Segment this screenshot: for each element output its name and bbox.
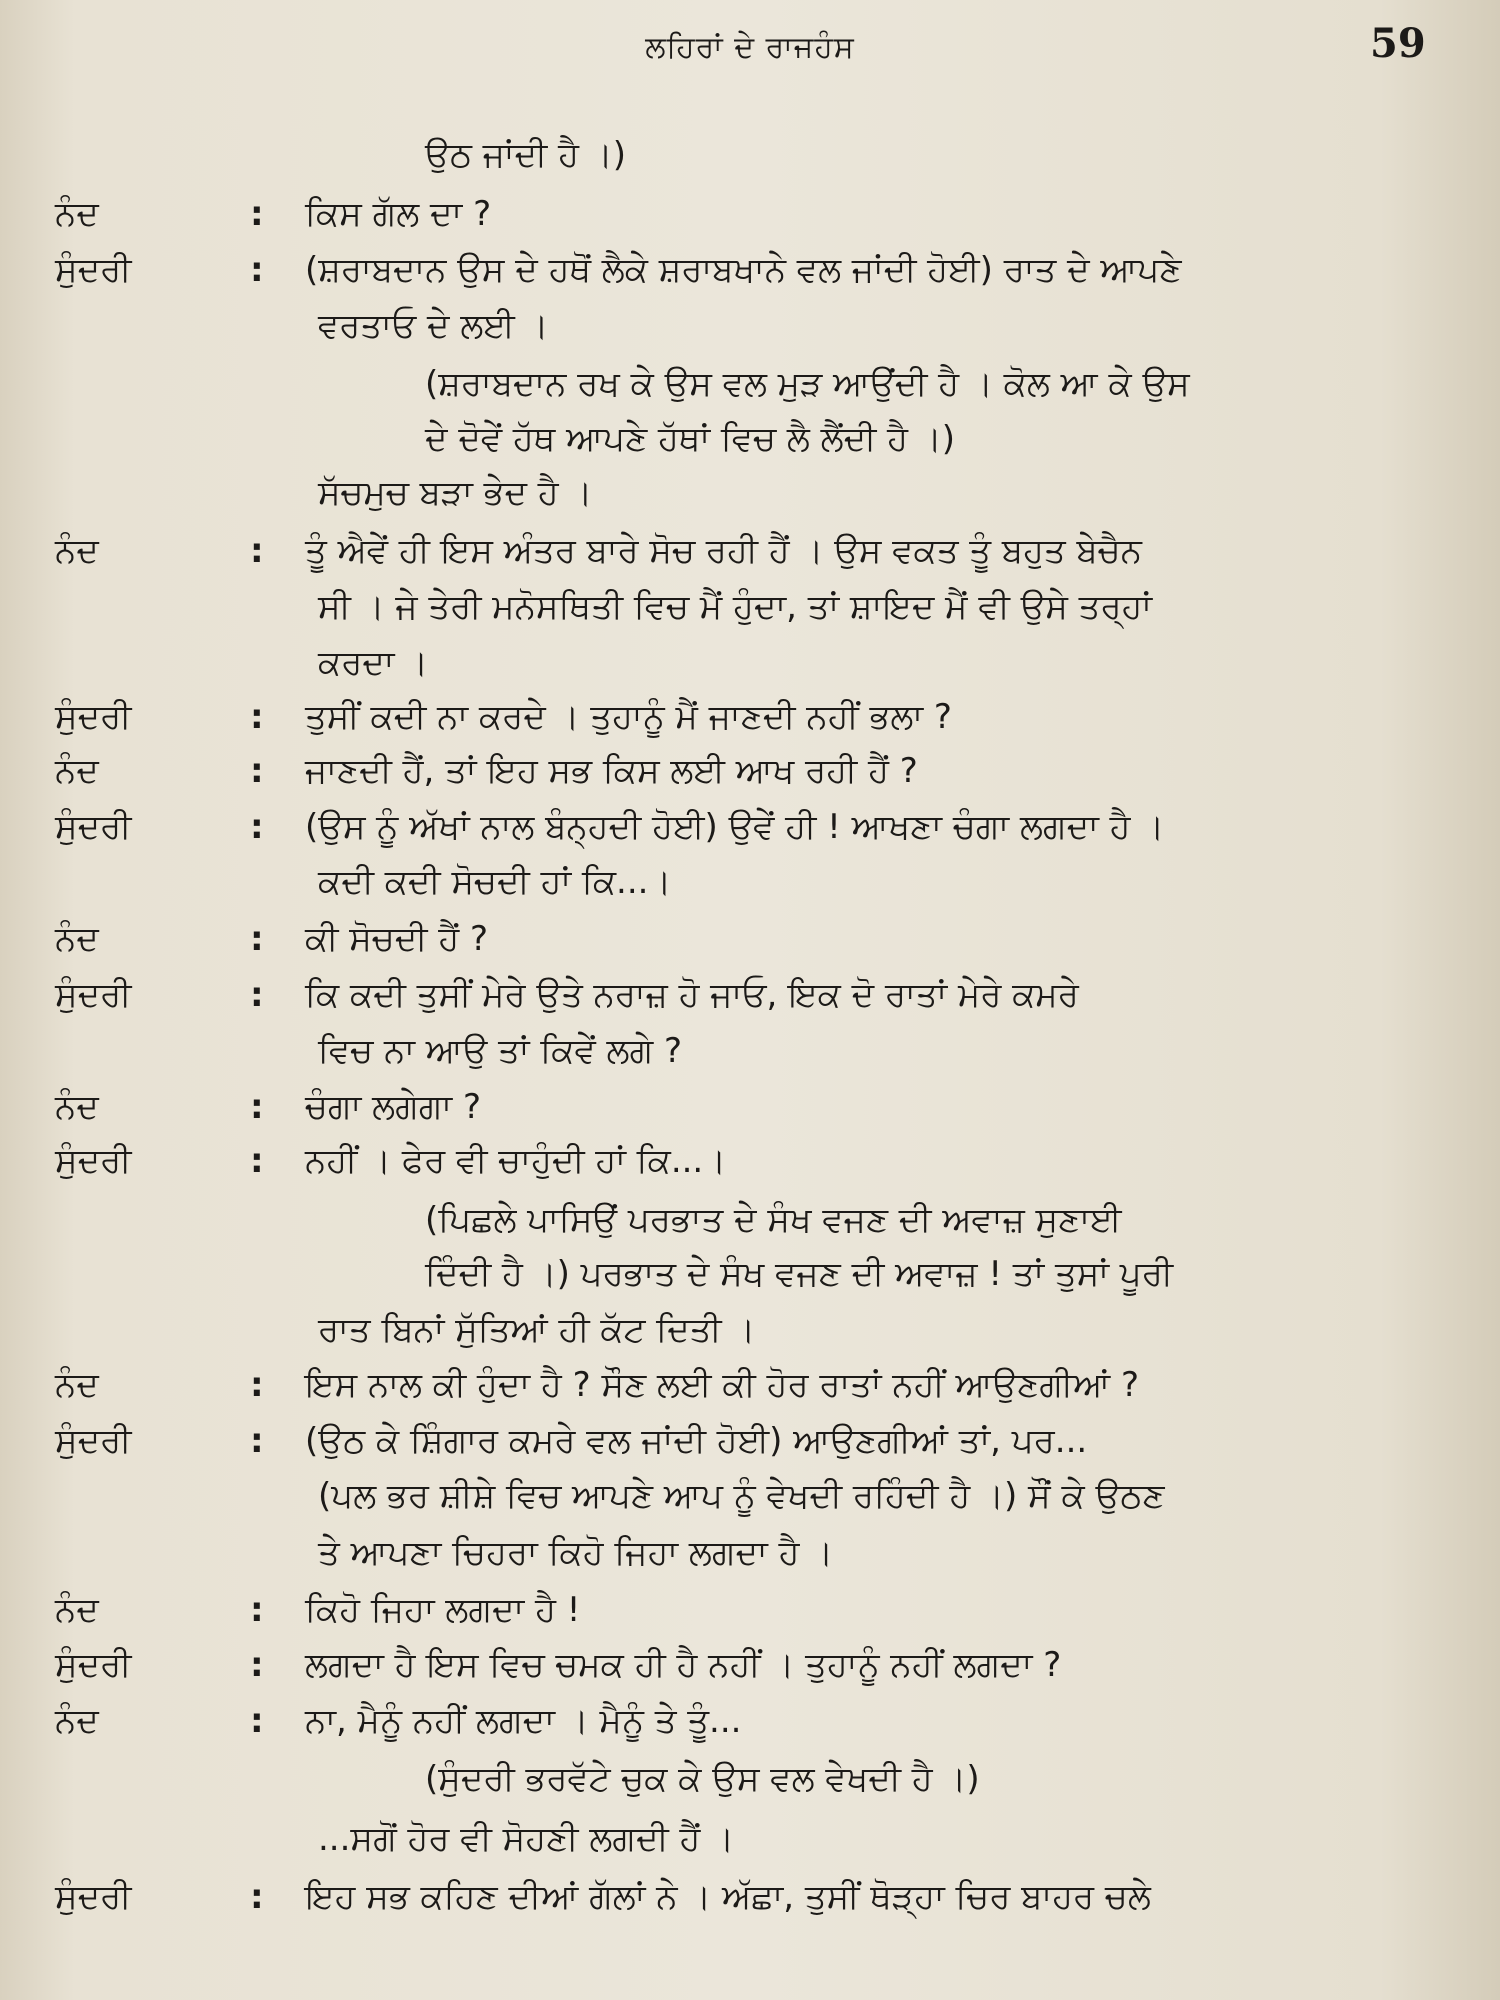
dialogue-text: ਕਿਹੋ ਜਿਹਾ ਲਗਦਾ ਹੈ !: [305, 1590, 581, 1630]
speaker-separator: :: [250, 1087, 264, 1127]
dialogue-line: [0, 128, 1500, 182]
speaker-separator: :: [250, 1877, 264, 1917]
speaker-separator: :: [250, 1645, 264, 1685]
speaker-separator: :: [250, 1365, 264, 1405]
dialogue-text: ਰਾਤ ਬਿਨਾਂ ਸੁੱਤਿਆਂ ਹੀ ਕੱਟ ਦਿਤੀ ।: [318, 1310, 756, 1350]
speaker-name: ਸੁੰਦਰੀ: [55, 697, 132, 737]
dialogue-line: [0, 968, 1500, 1022]
dialogue-text: ਤੇ ਆਪਣਾ ਚਿਹਰਾ ਕਿਹੋ ਜਿਹਾ ਲਗਦਾ ਹੈ ।: [318, 1533, 834, 1573]
speaker-name: ਸੁੰਦਰੀ: [55, 250, 132, 290]
speaker-separator: :: [250, 807, 264, 847]
dialogue-text: ਸੱਚਮੁਚ ਬੜਾ ਭੇਦ ਹੈ ।: [318, 473, 593, 513]
dialogue-line: [0, 855, 1500, 909]
dialogue-line: [0, 1469, 1500, 1523]
dialogue-text: ...ਸਗੋਂ ਹੋਰ ਵੀ ਸੋਹਣੀ ਲਗਦੀ ਹੈਂ ।: [318, 1819, 735, 1859]
stage-direction: (ਪਿਛਲੇ ਪਾਸਿਉਂ ਪਰਭਾਤ ਦੇ ਸੰਖ ਵਜਣ ਦੀ ਅਵਾਜ਼ ਸੁਣਾਈ: [425, 1200, 1122, 1240]
speaker-name: ਸੁੰਦਰੀ: [55, 1141, 132, 1181]
dialogue-line: [0, 1080, 1500, 1134]
speaker-separator: :: [250, 531, 264, 571]
speaker-name: ਨੰਦ: [55, 1701, 99, 1741]
dialogue-line: [0, 1134, 1500, 1188]
speaker-name: ਸੁੰਦਰੀ: [55, 1421, 132, 1461]
dialogue-text: (ਪਲ ਭਰ ਸ਼ੀਸ਼ੇ ਵਿਚ ਆਪਣੇ ਆਪ ਨੂੰ ਵੇਖਦੀ ਰਹਿੰਦੀ ਹੈ ।) ਸੌਂ ਕੇ ਉਠਣ: [318, 1476, 1165, 1516]
dialogue-text: (ਉਠ ਕੇ ਸ਼ਿੰਗਾਰ ਕਮਰੇ ਵਲ ਜਾਂਦੀ ਹੋਈ) ਆਉਣਗੀਆਂ ਤਾਂ, ਪਰ...: [305, 1421, 1088, 1461]
dialogue-text: ਕਿ ਕਦੀ ਤੁਸੀਂ ਮੇਰੇ ਉਤੇ ਨਰਾਜ਼ ਹੋ ਜਾਓ, ਇਕ ਦੋ ਰਾਤਾਂ ਮੇਰੇ ਕਮਰੇ: [305, 975, 1079, 1015]
stage-direction: (ਸੁੰਦਰੀ ਭਰਵੱਟੇ ਚੁਕ ਕੇ ਉਸ ਵਲ ਵੇਖਦੀ ਹੈ ।): [425, 1759, 980, 1799]
dialogue-line: [0, 1303, 1500, 1357]
dialogue-text: ਜਾਣਦੀ ਹੈਂ, ਤਾਂ ਇਹ ਸਭ ਕਿਸ ਲਈ ਆਖ ਰਹੀ ਹੈਂ ?: [305, 751, 918, 791]
dialogue-text: ਕਦੀ ਕਦੀ ਸੋਚਦੀ ਹਾਂ ਕਿ...।: [318, 862, 672, 902]
dialogue-line: [0, 1414, 1500, 1468]
dialogue-text: ਚੰਗਾ ਲਗੇਗਾ ?: [305, 1087, 482, 1127]
speaker-separator: :: [250, 1590, 264, 1630]
dialogue-line: [0, 1247, 1500, 1301]
dialogue-line: [0, 1583, 1500, 1637]
dialogue-line: [0, 357, 1500, 411]
dialogue-text: ਕਿਸ ਗੱਲ ਦਾ ?: [305, 194, 492, 234]
dialogue-line: [0, 299, 1500, 353]
dialogue-line: [0, 800, 1500, 854]
dialogue-line: [0, 412, 1500, 466]
speaker-name: ਨੰਦ: [55, 1087, 99, 1127]
dialogue-text: ਤੂੰ ਐਵੇਂ ਹੀ ਇਸ ਅੰਤਰ ਬਾਰੇ ਸੋਚ ਰਹੀ ਹੈਂ । ਉਸ ਵਕਤ ਤੂੰ ਬਹੁਤ ਬੇਚੈਨ: [305, 531, 1142, 571]
dialogue-line: [0, 187, 1500, 241]
dialogue-text: ਉਠ ਜਾਂਦੀ ਹੈ ।): [425, 135, 626, 175]
dialogue-text: (ਉਸ ਨੂੰ ਅੱਖਾਂ ਨਾਲ ਬੰਨ੍ਹਦੀ ਹੋਈ) ਉਵੇਂ ਹੀ ! ਆਖਣਾ ਚੰਗਾ ਲਗਦਾ ਹੈ ।: [305, 807, 1165, 847]
dialogue-line: [0, 912, 1500, 966]
dialogue-text: ਇਸ ਨਾਲ ਕੀ ਹੁੰਦਾ ਹੈ ? ਸੌਣ ਲਈ ਕੀ ਹੋਰ ਰਾਤਾਂ ਨਹੀਂ ਆਉਣਗੀਆਂ ?: [305, 1365, 1140, 1405]
stage-direction: ਦੇ ਦੋਵੇਂ ਹੱਥ ਆਪਣੇ ਹੱਥਾਂ ਵਿਚ ਲੈ ਲੈਂਦੀ ਹੈ ।): [425, 419, 956, 459]
speaker-name: ਸੁੰਦਰੀ: [55, 807, 132, 847]
stage-direction: (ਸ਼ਰਾਬਦਾਨ ਰਖ ਕੇ ਉਸ ਵਲ ਮੁੜ ਆਉਂਦੀ ਹੈ । ਕੋਲ ਆ ਕੇ ਉਸ: [425, 364, 1190, 404]
speaker-separator: :: [250, 1141, 264, 1181]
dialogue-text: ਲਗਦਾ ਹੈ ਇਸ ਵਿਚ ਚਮਕ ਹੀ ਹੈ ਨਹੀਂ । ਤੁਹਾਨੂੰ ਨਹੀਂ ਲਗਦਾ ?: [305, 1645, 1062, 1685]
speaker-name: ਸੁੰਦਰੀ: [55, 1877, 132, 1917]
dialogue-line: [0, 1812, 1500, 1866]
dialogue-text: ਕਰਦਾ ।: [318, 643, 429, 683]
speaker-name: ਨੰਦ: [55, 531, 99, 571]
stage-direction: ਦਿੰਦੀ ਹੈ ।) ਪਰਭਾਤ ਦੇ ਸੰਖ ਵਜਣ ਦੀ ਅਵਾਜ਼ ! ਤਾਂ ਤੁਸਾਂ ਪੂਰੀ: [425, 1254, 1174, 1294]
dialogue-line: [0, 636, 1500, 690]
speaker-name: ਨੰਦ: [55, 1590, 99, 1630]
dialogue-text: ਵਿਚ ਨਾ ਆਉ ਤਾਂ ਕਿਵੇਂ ਲਗੇ ?: [318, 1031, 683, 1071]
dialogue-line: [0, 1358, 1500, 1412]
dialogue-line: [0, 1638, 1500, 1692]
dialogue-text: ਨਾ, ਮੈਨੂੰ ਨਹੀਂ ਲਗਦਾ । ਮੈਨੂੰ ਤੇ ਤੂੰ...: [305, 1701, 742, 1741]
speaker-name: ਨੰਦ: [55, 751, 99, 791]
dialogue-line: [0, 1024, 1500, 1078]
dialogue-line: [0, 524, 1500, 578]
speaker-separator: :: [250, 919, 264, 959]
dialogue-line: [0, 1870, 1500, 1924]
dialogue-text: ਇਹ ਸਭ ਕਹਿਣ ਦੀਆਂ ਗੱਲਾਂ ਨੇ । ਅੱਛਾ, ਤੁਸੀਂ ਥੋੜ੍ਹਾ ਚਿਰ ਬਾਹਰ ਚਲੇ: [305, 1877, 1151, 1917]
speaker-name: ਨੰਦ: [55, 1365, 99, 1405]
speaker-separator: :: [250, 250, 264, 290]
speaker-name: ਨੰਦ: [55, 194, 99, 234]
dialogue-line: [0, 466, 1500, 520]
speaker-name: ਨੰਦ: [55, 919, 99, 959]
speaker-name: ਸੁੰਦਰੀ: [55, 975, 132, 1015]
dialogue-text: ਕੀ ਸੋਚਦੀ ਹੈਂ ?: [305, 919, 489, 959]
dialogue-line: [0, 243, 1500, 297]
dialogue-line: [0, 1694, 1500, 1748]
dialogue-text: ਨਹੀਂ । ਫੇਰ ਵੀ ਚਾਹੁੰਦੀ ਹਾਂ ਕਿ...।: [305, 1141, 727, 1181]
speaker-separator: :: [250, 194, 264, 234]
dialogue-line: [0, 1526, 1500, 1580]
speaker-separator: :: [250, 751, 264, 791]
dialogue-text: ਤੁਸੀਂ ਕਦੀ ਨਾ ਕਰਦੇ । ਤੁਹਾਨੂੰ ਮੈਂ ਜਾਣਦੀ ਨਹੀਂ ਭਲਾ ?: [305, 697, 952, 737]
dialogue-line: [0, 690, 1500, 744]
dialogue-line: [0, 1752, 1500, 1806]
speaker-separator: :: [250, 697, 264, 737]
speaker-separator: :: [250, 1421, 264, 1461]
dialogue-line: [0, 580, 1500, 634]
dialogue-line: [0, 744, 1500, 798]
page-number: 59: [1370, 20, 1426, 67]
speaker-name: ਸੁੰਦਰੀ: [55, 1645, 132, 1685]
dialogue-text: ਵਰਤਾਓ ਦੇ ਲਈ ।: [318, 306, 549, 346]
dialogue-line: [0, 1193, 1500, 1247]
dialogue-text: ਸੀ । ਜੇ ਤੇਰੀ ਮਨੋਸਥਿਤੀ ਵਿਚ ਮੈਂ ਹੁੰਦਾ, ਤਾਂ ਸ਼ਾਇਦ ਮੈਂ ਵੀ ਉਸੇ ਤਰ੍ਹਾਂ: [318, 587, 1153, 627]
speaker-separator: :: [250, 975, 264, 1015]
dialogue-text: (ਸ਼ਰਾਬਦਾਨ ਉਸ ਦੇ ਹਥੋਂ ਲੈਕੇ ਸ਼ਰਾਬਖਾਨੇ ਵਲ ਜਾਂਦੀ ਹੋਈ) ਰਾਤ ਦੇ ਆਪਣੇ: [305, 250, 1182, 290]
running-header: ਲਹਿਰਾਂ ਦੇ ਰਾਜਹੰਸ: [645, 30, 855, 65]
speaker-separator: :: [250, 1701, 264, 1741]
